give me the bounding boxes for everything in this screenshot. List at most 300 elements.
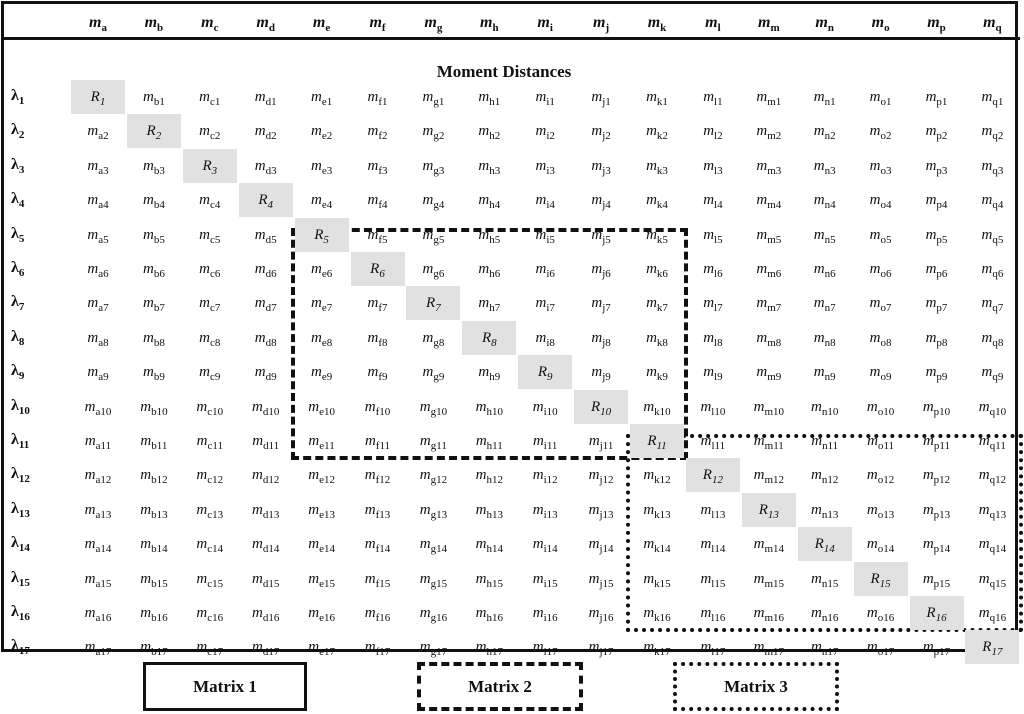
table-title: Moment Distances	[436, 62, 572, 81]
matrix-cell: $m_{b11}$	[140, 433, 168, 452]
matrix-cell: $m_{m6}$	[756, 261, 782, 280]
matrix-cell: $m_{e12}$	[308, 467, 335, 487]
legend-matrix-2: Matrix 2	[417, 662, 583, 711]
matrix-cell: $m_{b8}$	[142, 329, 165, 349]
matrix-cell: $m_{i6}$	[535, 261, 555, 280]
matrix-cell: $m_{c8}$	[199, 329, 221, 349]
matrix-cell: $m_{g2}$	[422, 123, 445, 143]
matrix-cell: $m_{o6}$	[869, 261, 892, 280]
matrix-cell: $m_{i4}$	[535, 192, 555, 212]
matrix-cell: $m_{l6}$	[703, 261, 723, 280]
matrix-cell: $m_{k4}$	[646, 192, 668, 212]
matrix-cell: $m_{k14}$	[643, 536, 671, 556]
matrix-cell: $m_{h15}$	[475, 570, 503, 590]
matrix-cell: $m_{m11}$	[753, 433, 784, 452]
matrix-cell: $m_{q13}$	[978, 501, 1007, 521]
matrix-cell: $m_{h5}$	[478, 226, 501, 246]
matrix-cell: $m_{c6}$	[199, 261, 221, 280]
matrix-cell: $m_{a11}$	[84, 433, 112, 452]
matrix-cell: $m_{k9}$	[646, 364, 668, 384]
matrix-cell: $m_{j1}$	[591, 89, 611, 108]
matrix-cell: $m_{q4}$	[981, 192, 1004, 212]
matrix-cell: $m_{l7}$	[703, 295, 723, 315]
matrix-cell: $m_{q1}$	[981, 89, 1004, 108]
matrix-cell: $m_{g4}$	[422, 192, 445, 212]
matrix-cell: $m_{a14}$	[84, 536, 112, 556]
matrix-cell: $m_{f8}$	[367, 329, 388, 349]
matrix-cell: $m_{n6}$	[813, 261, 836, 280]
matrix-cell: $m_{m15}$	[753, 570, 784, 590]
matrix-cell: $m_{a8}$	[87, 329, 109, 349]
matrix-cell: $m_{d6}$	[254, 261, 277, 280]
matrix-cell: $m_{g8}$	[422, 329, 445, 349]
matrix-cell: $m_{j11}$	[588, 433, 614, 452]
matrix-cell: $m_{k16}$	[643, 605, 671, 624]
matrix-cell: $m_{h7}$	[478, 295, 501, 315]
matrix-cell: $m_{g14}$	[419, 536, 448, 556]
matrix-cell: $m_{j5}$	[591, 226, 611, 246]
matrix-cell: $m_{k3}$	[646, 157, 668, 177]
matrix-cell: $m_{h1}$	[478, 89, 501, 108]
diagonal-cell: $R_{14}$	[798, 527, 852, 561]
matrix-cell: $m_{e2}$	[310, 123, 333, 143]
matrix-cell: $m_{q15}$	[978, 570, 1007, 590]
matrix-cell: $m_{d9}$	[254, 364, 277, 384]
matrix-cell: $m_{d11}$	[252, 433, 280, 452]
matrix-cell: $m_{h11}$	[475, 433, 503, 452]
matrix-cell: $m_{e10}$	[308, 398, 335, 418]
matrix-cell: $m_{e17}$	[308, 639, 335, 659]
row-header-14: $\lambda_{14}$	[11, 534, 30, 555]
matrix-cell: $m_{d2}$	[254, 123, 277, 143]
matrix-cell: $m_{g3}$	[422, 157, 445, 177]
matrix-cell: $m_{f1}$	[367, 89, 388, 108]
matrix-cell: $m_{i2}$	[535, 123, 555, 143]
matrix-cell: $m_{a10}$	[84, 398, 112, 418]
matrix-cell: $m_{p11}$	[923, 433, 950, 452]
matrix-cell: $m_{p14}$	[922, 536, 951, 556]
matrix-cell: $m_{c16}$	[196, 605, 224, 624]
matrix-cell: $m_{e15}$	[308, 570, 335, 590]
column-header-p: $m_p$	[927, 14, 946, 35]
matrix-cell: $m_{m4}$	[756, 192, 782, 212]
matrix-cell: $m_{l15}$	[700, 570, 726, 590]
matrix-cell: $m_{l13}$	[700, 501, 726, 521]
matrix-cell: $m_{b14}$	[140, 536, 168, 556]
matrix-cell: $m_{e7}$	[310, 295, 333, 315]
diagonal-cell: $R_{11}$	[630, 424, 684, 458]
matrix-cell: $m_{p13}$	[922, 501, 951, 521]
matrix-cell: $m_{j7}$	[591, 295, 611, 315]
row-header-1: $\lambda_1$	[11, 87, 25, 108]
matrix-cell: $m_{a15}$	[84, 570, 112, 590]
matrix-cell: $m_{f7}$	[367, 295, 388, 315]
matrix-cell: $m_{i16}$	[532, 605, 558, 624]
matrix-cell: $m_{a2}$	[87, 123, 109, 143]
matrix-cell: $m_{q2}$	[981, 123, 1004, 143]
matrix-cell: $m_{d3}$	[254, 157, 277, 177]
matrix-cell: $m_{o13}$	[866, 501, 895, 521]
matrix-cell: $m_{m8}$	[756, 329, 782, 349]
matrix-cell: $m_{i1}$	[535, 89, 555, 108]
matrix-cell: $m_{n17}$	[811, 639, 839, 659]
matrix-cell: $m_{e4}$	[310, 192, 333, 212]
matrix-cell: $m_{f10}$	[364, 398, 391, 418]
row-header-4: $\lambda_4$	[11, 190, 25, 211]
column-header-h: $m_h$	[480, 14, 499, 35]
matrix-cell: $m_{q10}$	[978, 398, 1007, 418]
matrix-cell: $m_{b16}$	[140, 605, 168, 624]
matrix-cell: $m_{b5}$	[142, 226, 165, 246]
matrix-cell: $m_{q12}$	[978, 467, 1007, 487]
matrix-cell: $m_{n8}$	[813, 329, 836, 349]
row-header-15: $\lambda_{15}$	[11, 568, 30, 589]
matrix-cell: $m_{h2}$	[478, 123, 501, 143]
column-header-o: $m_o$	[871, 14, 890, 35]
matrix-cell: $m_{n2}$	[813, 123, 836, 143]
row-header-16: $\lambda_{16}$	[11, 603, 30, 624]
row-header-11: $\lambda_{11}$	[11, 431, 30, 452]
legend-matrix-1: Matrix 1	[143, 662, 307, 711]
matrix-cell: $m_{f5}$	[367, 226, 388, 246]
matrix-cell: $m_{j15}$	[588, 570, 614, 590]
matrix-cell: $m_{j13}$	[588, 501, 614, 521]
matrix-cell: $m_{d5}$	[254, 226, 277, 246]
matrix-cell: $m_{l11}$	[700, 433, 726, 452]
matrix-cell: $m_{g5}$	[422, 226, 445, 246]
matrix-cell: $m_{j8}$	[591, 329, 611, 349]
matrix-cell: $m_{j2}$	[591, 123, 611, 143]
matrix-cell: $m_{k10}$	[643, 398, 671, 418]
column-header-e: $m_e$	[312, 14, 331, 35]
matrix-cell: $m_{e14}$	[308, 536, 335, 556]
matrix-cell: $m_{n10}$	[811, 398, 839, 418]
matrix-cell: $m_{f11}$	[364, 433, 391, 452]
matrix-cell: $m_{g11}$	[419, 433, 447, 452]
row-header-8: $\lambda_8$	[11, 327, 25, 348]
matrix-cell: $m_{i5}$	[535, 226, 555, 246]
matrix-cell: $m_{n1}$	[813, 89, 836, 108]
matrix-cell: $m_{n13}$	[811, 501, 839, 521]
matrix-cell: $m_{d15}$	[252, 570, 280, 590]
matrix-cell: $m_{l16}$	[700, 605, 726, 624]
row-header-17: $\lambda_{17}$	[11, 637, 30, 658]
matrix-cell: $m_{n9}$	[813, 364, 836, 384]
matrix-cell: $m_{o1}$	[869, 89, 892, 108]
matrix-cell: $m_{c12}$	[196, 467, 224, 487]
matrix-cell: $m_{q6}$	[981, 261, 1004, 280]
matrix-cell: $m_{j12}$	[588, 467, 614, 487]
matrix-cell: $m_{d12}$	[252, 467, 280, 487]
diagonal-cell: $R_{16}$	[910, 596, 964, 630]
matrix-cell: $m_{o7}$	[869, 295, 892, 315]
matrix-cell: $m_{f16}$	[364, 605, 391, 624]
matrix-cell: $m_{o14}$	[866, 536, 895, 556]
diagonal-cell: $R_1$	[71, 80, 125, 114]
column-header-d: $m_d$	[256, 14, 275, 35]
matrix-cell: $m_{c10}$	[196, 398, 224, 418]
matrix-cell: $m_{l8}$	[703, 329, 723, 349]
matrix-cell: $m_{g15}$	[419, 570, 448, 590]
diagonal-cell: $R_{17}$	[965, 630, 1019, 664]
matrix-cell: $m_{h3}$	[478, 157, 501, 177]
matrix-cell: $m_{b6}$	[142, 261, 165, 280]
matrix-cell: $m_{b15}$	[140, 570, 168, 590]
matrix-cell: $m_{i17}$	[532, 639, 558, 659]
matrix-cell: $m_{d13}$	[252, 501, 280, 521]
matrix-cell: $m_{l1}$	[703, 89, 723, 108]
row-header-7: $\lambda_7$	[11, 293, 25, 314]
matrix-cell: $m_{f2}$	[367, 123, 388, 143]
matrix-cell: $m_{k17}$	[643, 639, 671, 659]
matrix-cell: $m_{k7}$	[646, 295, 668, 315]
matrix-cell: $m_{o17}$	[866, 639, 895, 659]
header-divider	[3, 37, 1020, 40]
diagonal-cell: $R_6$	[351, 252, 405, 286]
column-header-i: $m_i$	[537, 14, 553, 35]
matrix-cell: $m_{k12}$	[643, 467, 671, 487]
matrix-cell: $m_{c14}$	[196, 536, 224, 556]
matrix-cell: $m_{l17}$	[700, 639, 726, 659]
matrix-cell: $m_{c1}$	[199, 89, 221, 108]
diagonal-cell: $R_4$	[239, 183, 293, 217]
matrix-cell: $m_{l3}$	[703, 157, 723, 177]
diagonal-cell: $R_{15}$	[854, 562, 908, 596]
matrix-cell: $m_{p9}$	[925, 364, 948, 384]
column-header-c: $m_c$	[201, 14, 219, 35]
diagonal-cell: $R_7$	[406, 286, 460, 320]
matrix-cell: $m_{m12}$	[753, 467, 784, 487]
diagonal-cell: $R_2$	[127, 114, 181, 148]
matrix-cell: $m_{k13}$	[643, 501, 671, 521]
matrix-cell: $m_{a9}$	[87, 364, 109, 384]
row-header-6: $\lambda_6$	[11, 259, 25, 280]
matrix-cell: $m_{b9}$	[142, 364, 165, 384]
matrix-cell: $m_{m7}$	[756, 295, 782, 315]
matrix-cell: $m_{i7}$	[535, 295, 555, 315]
matrix-cell: $m_{q3}$	[981, 157, 1004, 177]
matrix-cell: $m_{b1}$	[142, 89, 165, 108]
matrix-cell: $m_{m10}$	[753, 398, 784, 418]
matrix-cell: $m_{d10}$	[252, 398, 280, 418]
matrix-cell: $m_{n11}$	[811, 433, 839, 452]
matrix-cell: $m_{p2}$	[925, 123, 948, 143]
matrix-cell: $m_{a13}$	[84, 501, 112, 521]
matrix-cell: $m_{g9}$	[422, 364, 445, 384]
matrix-cell: $m_{g1}$	[422, 89, 445, 108]
column-header-n: $m_n$	[815, 14, 834, 35]
matrix-cell: $m_{a17}$	[84, 639, 112, 659]
matrix-cell: $m_{p17}$	[922, 639, 951, 659]
matrix-cell: $m_{i11}$	[532, 433, 558, 452]
matrix-cell: $m_{a3}$	[87, 157, 109, 177]
matrix-cell: $m_{j14}$	[588, 536, 614, 556]
matrix-cell: $m_{b17}$	[140, 639, 168, 659]
matrix-cell: $m_{d7}$	[254, 295, 277, 315]
matrix-cell: $m_{o5}$	[869, 226, 892, 246]
matrix-cell: $m_{p5}$	[925, 226, 948, 246]
matrix-cell: $m_{p6}$	[925, 261, 948, 280]
column-header-j: $m_j$	[593, 14, 610, 35]
matrix-cell: $m_{k2}$	[646, 123, 668, 143]
matrix-cell: $m_{n16}$	[811, 605, 839, 624]
matrix-cell: $m_{e11}$	[308, 433, 335, 452]
column-header-q: $m_q$	[983, 14, 1002, 35]
matrix-cell: $m_{e1}$	[310, 89, 333, 108]
matrix-cell: $m_{o11}$	[867, 433, 895, 452]
matrix-cell: $m_{b7}$	[142, 295, 165, 315]
matrix-cell: $m_{b12}$	[140, 467, 168, 487]
matrix-cell: $m_{c17}$	[196, 639, 224, 659]
matrix-cell: $m_{i13}$	[532, 501, 558, 521]
matrix-cell: $m_{o4}$	[869, 192, 892, 212]
matrix-cell: $m_{n12}$	[811, 467, 839, 487]
matrix-cell: $m_{n4}$	[813, 192, 836, 212]
matrix-cell: $m_{p3}$	[925, 157, 948, 177]
matrix-cell: $m_{o8}$	[869, 329, 892, 349]
matrix-cell: $m_{p12}$	[922, 467, 951, 487]
matrix-cell: $m_{h12}$	[475, 467, 503, 487]
column-header-f: $m_f$	[369, 14, 386, 35]
matrix-cell: $m_{k8}$	[646, 329, 668, 349]
row-header-2: $\lambda_2$	[11, 121, 25, 142]
matrix-cell: $m_{h9}$	[478, 364, 501, 384]
matrix-cell: $m_{o9}$	[869, 364, 892, 384]
matrix-cell: $m_{j4}$	[591, 192, 611, 212]
matrix-cell: $m_{q9}$	[981, 364, 1004, 384]
matrix-cell: $m_{c2}$	[199, 123, 221, 143]
matrix-cell: $m_{b13}$	[140, 501, 168, 521]
column-header-m: $m_m$	[757, 14, 780, 35]
matrix-cell: $m_{e13}$	[308, 501, 335, 521]
matrix-cell: $m_{a12}$	[84, 467, 112, 487]
matrix-cell: $m_{h13}$	[475, 501, 503, 521]
matrix-cell: $m_{g10}$	[419, 398, 448, 418]
matrix-cell: $m_{q5}$	[981, 226, 1004, 246]
matrix-cell: $m_{g13}$	[419, 501, 448, 521]
matrix-cell: $m_{q11}$	[978, 433, 1006, 452]
matrix-cell: $m_{h17}$	[475, 639, 503, 659]
matrix-cell: $m_{d1}$	[254, 89, 277, 108]
matrix-cell: $m_{p8}$	[925, 329, 948, 349]
matrix-cell: $m_{h4}$	[478, 192, 501, 212]
matrix-cell: $m_{p15}$	[922, 570, 951, 590]
matrix-cell: $m_{p1}$	[925, 89, 948, 108]
diagonal-cell: $R_{13}$	[742, 493, 796, 527]
matrix-cell: $m_{e6}$	[310, 261, 333, 280]
matrix-cell: $m_{i3}$	[535, 157, 555, 177]
matrix-cell: $m_{q16}$	[978, 605, 1007, 624]
matrix-cell: $m_{p4}$	[925, 192, 948, 212]
matrix-cell: $m_{m3}$	[756, 157, 782, 177]
diagonal-cell: $R_9$	[518, 355, 572, 389]
matrix-cell: $m_{m2}$	[756, 123, 782, 143]
matrix-cell: $m_{f4}$	[367, 192, 388, 212]
column-header-l: $m_l$	[705, 14, 721, 35]
matrix-cell: $m_{q8}$	[981, 329, 1004, 349]
matrix-cell: $m_{e9}$	[310, 364, 333, 384]
matrix-cell: $m_{i8}$	[535, 329, 555, 349]
matrix-cell: $m_{q7}$	[981, 295, 1004, 315]
matrix-cell: $m_{d16}$	[252, 605, 280, 624]
matrix-cell: $m_{g6}$	[422, 261, 445, 280]
row-header-3: $\lambda_3$	[11, 155, 25, 176]
matrix-cell: $m_{f9}$	[367, 364, 388, 384]
matrix-cell: $m_{o3}$	[869, 157, 892, 177]
matrix-cell: $m_{m1}$	[756, 89, 782, 108]
matrix-cell: $m_{c13}$	[196, 501, 224, 521]
diagonal-cell: $R_5$	[295, 218, 349, 252]
matrix-cell: $m_{g12}$	[419, 467, 448, 487]
matrix-cell: $m_{l10}$	[700, 398, 726, 418]
matrix-cell: $m_{o2}$	[869, 123, 892, 143]
matrix-cell: $m_{j16}$	[588, 605, 614, 624]
row-header-5: $\lambda_5$	[11, 224, 25, 245]
matrix-cell: $m_{d8}$	[254, 329, 277, 349]
matrix-cell: $m_{n3}$	[813, 157, 836, 177]
matrix-cell: $m_{a7}$	[87, 295, 109, 315]
row-header-13: $\lambda_{13}$	[11, 499, 30, 520]
matrix-cell: $m_{f14}$	[364, 536, 391, 556]
matrix-cell: $m_{m17}$	[753, 639, 784, 659]
matrix-cell: $m_{i12}$	[532, 467, 558, 487]
matrix-cell: $m_{h6}$	[478, 261, 501, 280]
matrix-cell: $m_{c7}$	[199, 295, 221, 315]
matrix-cell: $m_{l4}$	[703, 192, 723, 212]
matrix-cell: $m_{j3}$	[591, 157, 611, 177]
matrix-cell: $m_{j9}$	[591, 364, 611, 384]
matrix-cell: $m_{f15}$	[364, 570, 391, 590]
diagonal-cell: $R_{10}$	[574, 390, 628, 424]
diagonal-cell: $R_{12}$	[686, 458, 740, 492]
matrix-cell: $m_{l14}$	[700, 536, 726, 556]
matrix-cell: $m_{g16}$	[419, 605, 448, 624]
matrix-cell: $m_{n7}$	[813, 295, 836, 315]
matrix-cell: $m_{b4}$	[142, 192, 165, 212]
matrix-cell: $m_{c15}$	[196, 570, 224, 590]
matrix-cell: $m_{i14}$	[532, 536, 558, 556]
matrix-cell: $m_{e3}$	[310, 157, 333, 177]
matrix-cell: $m_{n15}$	[811, 570, 839, 590]
matrix-cell: $m_{j17}$	[588, 639, 614, 659]
column-header-a: $m_a$	[89, 14, 107, 35]
matrix-cell: $m_{l2}$	[703, 123, 723, 143]
matrix-cell: $m_{q14}$	[978, 536, 1007, 556]
matrix-cell: $m_{e16}$	[308, 605, 335, 624]
matrix-cell: $m_{m5}$	[756, 226, 782, 246]
matrix-cell: $m_{p7}$	[925, 295, 948, 315]
column-header-b: $m_b$	[144, 14, 164, 35]
diagonal-cell: $R_8$	[462, 321, 516, 355]
diagonal-cell: $R_3$	[183, 149, 237, 183]
matrix-cell: $m_{h14}$	[475, 536, 503, 556]
matrix-cell: $m_{a5}$	[87, 226, 109, 246]
matrix-cell: $m_{d14}$	[252, 536, 280, 556]
column-header-g: $m_g$	[424, 14, 443, 35]
matrix-cell: $m_{f13}$	[364, 501, 391, 521]
matrix-cell: $m_{f17}$	[364, 639, 391, 659]
matrix-cell: $m_{o10}$	[866, 398, 895, 418]
matrix-cell: $m_{f12}$	[364, 467, 391, 487]
matrix-cell: $m_{l9}$	[703, 364, 723, 384]
row-header-12: $\lambda_{12}$	[11, 465, 30, 486]
matrix-cell: $m_{a16}$	[84, 605, 112, 624]
matrix-cell: $m_{e8}$	[310, 329, 333, 349]
matrix-cell: $m_{d17}$	[252, 639, 280, 659]
matrix-cell: $m_{l5}$	[703, 226, 723, 246]
row-header-10: $\lambda_{10}$	[11, 396, 30, 417]
matrix-cell: $m_{m14}$	[753, 536, 784, 556]
